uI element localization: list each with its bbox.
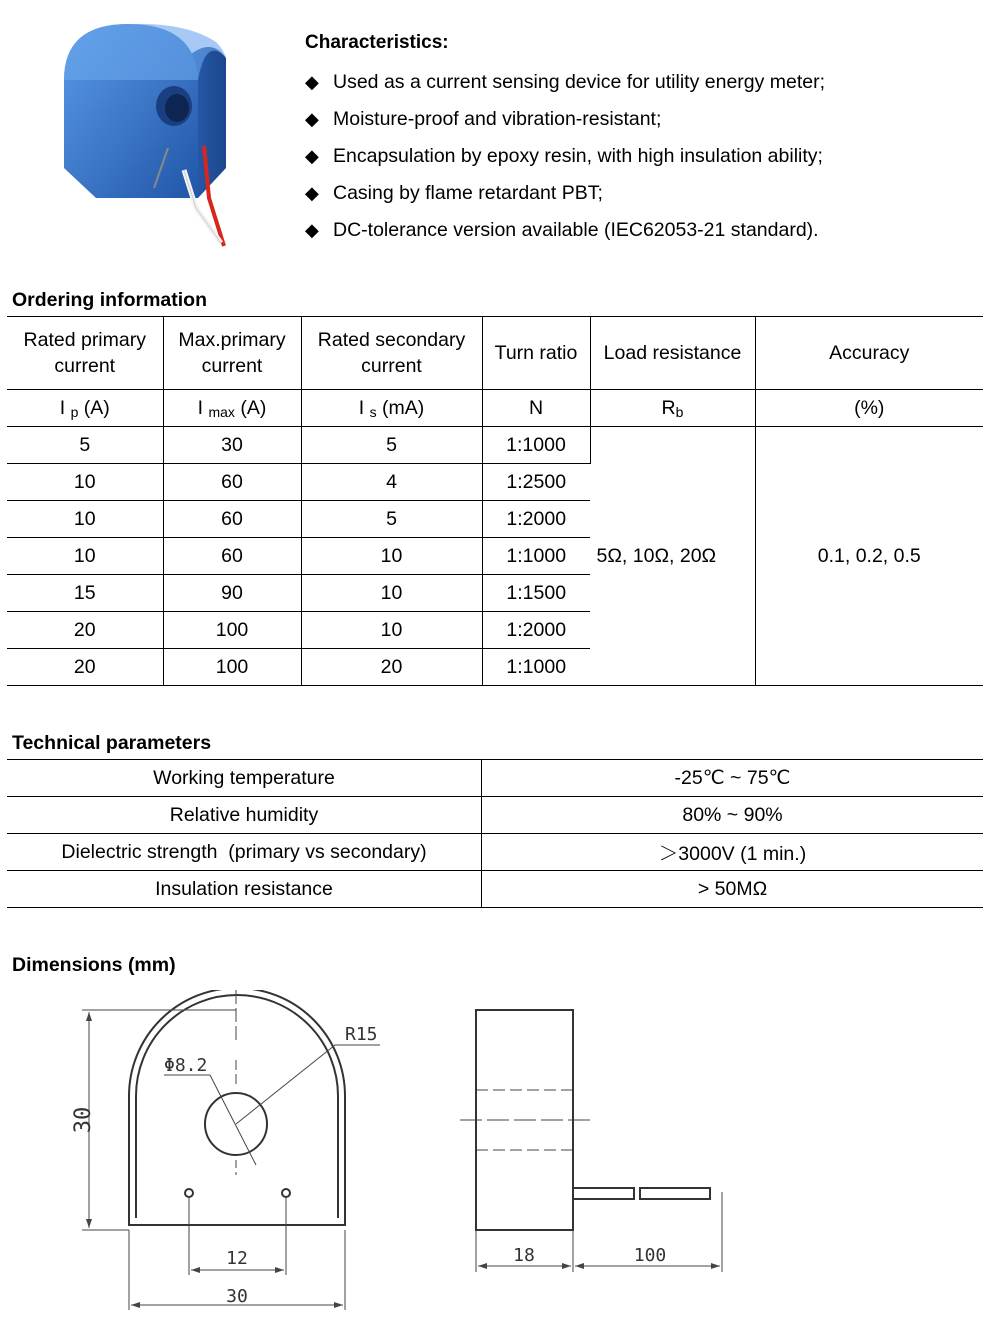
cell-imax: 100 xyxy=(163,612,301,649)
param-name: Working temperature xyxy=(7,760,482,797)
cell-is: 5 xyxy=(301,427,482,464)
dim-lead-label: 100 xyxy=(633,1245,667,1266)
cell-ratio: 1:2000 xyxy=(482,501,590,538)
cell-ip: 10 xyxy=(7,538,163,575)
ordering-table xyxy=(7,316,983,686)
param-name: Insulation resistance xyxy=(7,871,482,908)
cell-is: 20 xyxy=(301,649,482,686)
characteristic-text: Moisture-proof and vibration-resistant; xyxy=(333,108,662,130)
cell-ratio: 1:1500 xyxy=(482,575,590,612)
cell-ratio: 1:1000 xyxy=(482,649,590,686)
param-value: ＞3000V (1 min.) xyxy=(482,834,984,871)
table-symbol-row xyxy=(7,390,983,427)
characteristic-text: Used as a current sensing device for utility energy meter; xyxy=(333,71,826,93)
header-turn-ratio: Turn ratio xyxy=(482,317,590,390)
characteristic-item xyxy=(305,212,975,249)
characteristics-title: Characteristics: xyxy=(305,32,449,53)
dim-depth-label: 18 xyxy=(513,1245,535,1266)
header-load-resistance: Load resistance xyxy=(590,317,755,390)
dim-pin-spacing-label: 12 xyxy=(226,1248,248,1269)
characteristic-text: DC-tolerance version available (IEC62053-21 standard). xyxy=(333,219,819,241)
dim-hole-label: Φ8.2 xyxy=(164,1055,208,1076)
technical-table xyxy=(7,759,983,908)
param-name: Relative humidity xyxy=(7,797,482,834)
header-max-primary: Max.primary current xyxy=(163,317,301,390)
param-value: -25℃ ~ 75℃ xyxy=(482,760,984,797)
cell-is: 10 xyxy=(301,575,482,612)
dimensions-title: Dimensions (mm) xyxy=(12,954,176,976)
dim-height-label: 30 xyxy=(71,1106,96,1134)
diamond-bullet-icon: ◆ xyxy=(305,220,319,240)
cell-ip: 5 xyxy=(7,427,163,464)
cell-ip: 20 xyxy=(7,649,163,686)
table-row xyxy=(7,760,983,797)
cell-ratio: 1:1000 xyxy=(482,538,590,575)
cell-imax: 100 xyxy=(163,649,301,686)
param-value: > 50MΩ xyxy=(482,871,984,908)
diamond-bullet-icon: ◆ xyxy=(305,72,319,92)
header-rated-primary: Rated primary current xyxy=(7,317,163,390)
cell-imax: 30 xyxy=(163,427,301,464)
table-row xyxy=(7,427,983,464)
header-rated-secondary: Rated secondary current xyxy=(301,317,482,390)
symbol-accuracy: (%) xyxy=(755,390,983,427)
header-accuracy: Accuracy xyxy=(755,317,983,390)
ordering-title: Ordering information xyxy=(12,289,207,311)
diamond-bullet-icon: ◆ xyxy=(305,109,319,129)
table-row xyxy=(7,834,983,871)
table-row xyxy=(7,871,983,908)
cell-ip: 20 xyxy=(7,612,163,649)
symbol-n: N xyxy=(482,390,590,427)
cell-is: 4 xyxy=(301,464,482,501)
cell-load-resistance: 5Ω, 10Ω, 20Ω xyxy=(590,427,755,686)
characteristic-item xyxy=(305,101,975,138)
symbol-is: I $_s$ (mA) xyxy=(301,390,482,427)
characteristic-text: Encapsulation by epoxy resin, with high insulation ability; xyxy=(333,145,823,167)
symbol-imax: I $_{max}$ (A) xyxy=(163,390,301,427)
product-photo xyxy=(56,18,246,250)
cell-imax: 60 xyxy=(163,464,301,501)
characteristic-item xyxy=(305,175,975,212)
cell-ip: 10 xyxy=(7,501,163,538)
cell-accuracy: 0.1, 0.2, 0.5 xyxy=(755,427,983,686)
characteristic-item xyxy=(305,64,975,101)
cell-imax: 60 xyxy=(163,538,301,575)
dim-width-label: 30 xyxy=(226,1286,248,1307)
param-name: Dielectric strength (primary vs secondary) xyxy=(7,834,482,871)
cell-ratio: 1:2000 xyxy=(482,612,590,649)
cell-is: 5 xyxy=(301,501,482,538)
cell-is: 10 xyxy=(301,612,482,649)
characteristic-text: Casing by flame retardant PBT; xyxy=(333,182,603,204)
diamond-bullet-icon: ◆ xyxy=(305,146,319,166)
cell-ratio: 1:1000 xyxy=(482,427,590,464)
cell-ip: 15 xyxy=(7,575,163,612)
cell-is: 10 xyxy=(301,538,482,575)
technical-title: Technical parameters xyxy=(12,732,212,754)
param-value: 80% ~ 90% xyxy=(482,797,984,834)
cell-ratio: 1:2500 xyxy=(482,464,590,501)
dim-radius-label: R15 xyxy=(345,1024,378,1045)
cell-ip: 10 xyxy=(7,464,163,501)
symbol-ip: I $_p$ (A) xyxy=(7,390,163,427)
dimension-drawing xyxy=(0,990,990,1320)
characteristic-item xyxy=(305,138,975,175)
diamond-bullet-icon: ◆ xyxy=(305,183,319,203)
table-header-row xyxy=(7,317,983,390)
table-row xyxy=(7,797,983,834)
characteristics xyxy=(305,30,975,249)
cell-imax: 90 xyxy=(163,575,301,612)
symbol-rb: $R_b$ xyxy=(590,390,755,427)
cell-imax: 60 xyxy=(163,501,301,538)
